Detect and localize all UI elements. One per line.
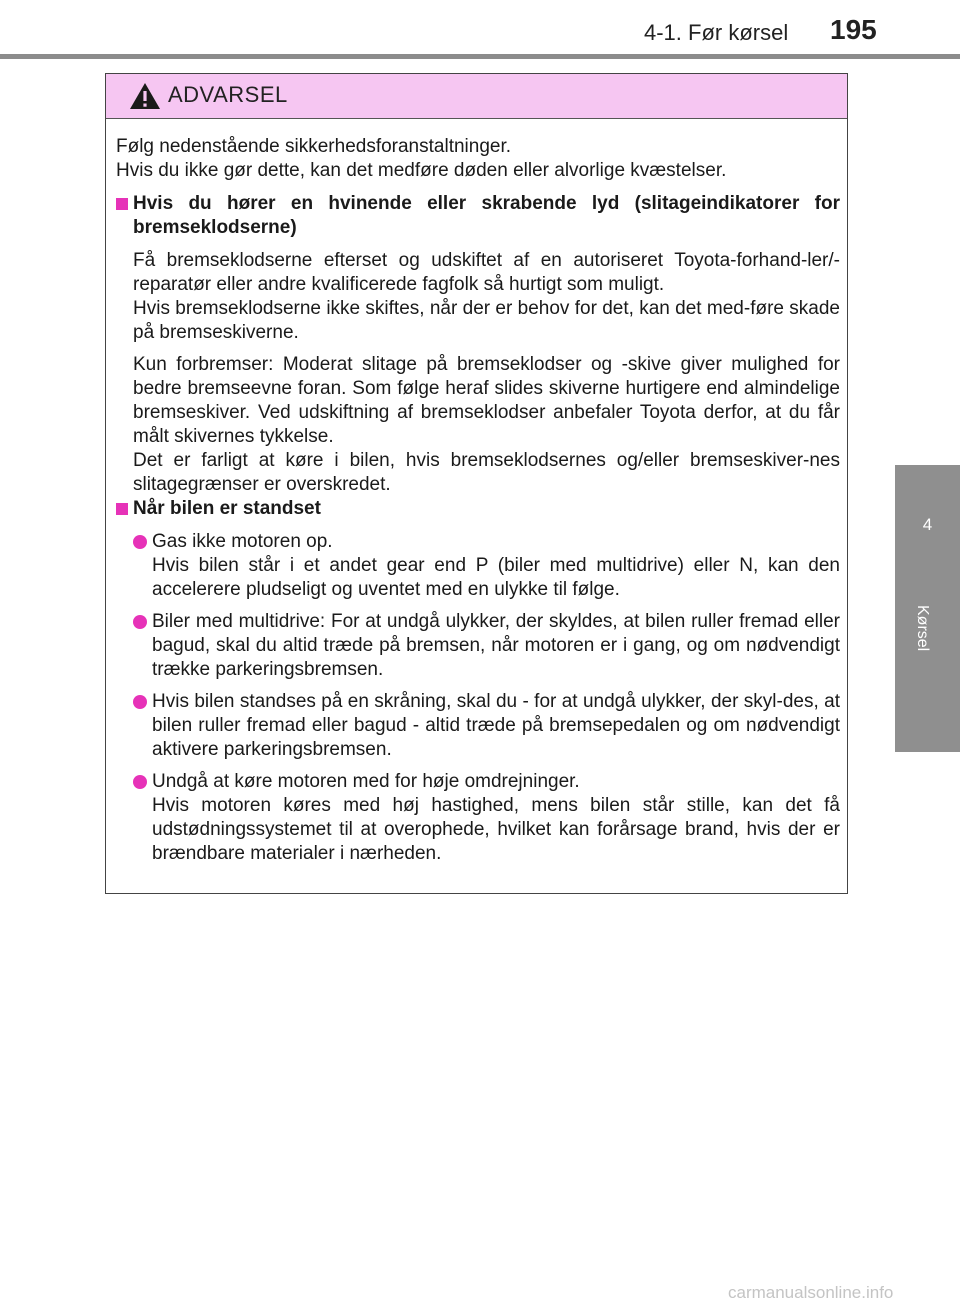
list-item: Undgå at køre motoren med for høje omdrejninger. Hvis motoren køres med høj hastighed, mens bilen står stille, kan det få udstødningssystemet til at overophede, hvilket kan forårsage brand, hvis der er brændbare materialer i nærheden. — [116, 770, 840, 866]
round-bullet-icon — [133, 775, 147, 789]
warning-triangle-icon — [128, 81, 162, 111]
square-bullet-icon — [116, 198, 128, 210]
paragraph: Kun forbremser: Moderat slitage på bremseklodser og -skive giver mulighed for bedre bremseevne foran. Som følge heraf slides skiverne hurtigere end almindelige bremseskiver. Ved udskiftning af bremseklodser anbefaler Toyota derfor, at du får målt skivernes tykkelse. — [133, 354, 840, 447]
chapter-label: Kørsel — [914, 605, 931, 652]
list-item: Hvis bilen standses på en skråning, skal du - for at undgå ulykker, der skyl-des, at bilen ruller fremad eller bagud - altid træde på bremsepedalen og om nødvendigt aktivere parkeringsbremsen. — [116, 690, 840, 762]
section-heading: Når bilen er standset — [116, 497, 840, 521]
page-number: 195 — [830, 14, 877, 45]
list-item: Gas ikke motoren op. Hvis bilen står i et andet gear end P (biler med multidrive) eller N, kan den accelerere pludseligt og uventet med en ulykke til følge. — [116, 530, 840, 602]
list-item: Biler med multidrive: For at undgå ulykker, der skyldes, at bilen ruller fremad eller bagud, skal du altid træde på bremsen, når motoren er i gang, og om nødvendigt trække parkeringsbremsen. — [116, 610, 840, 682]
square-bullet-icon — [116, 503, 128, 515]
chapter-number: 4 — [922, 515, 933, 534]
section-heading: Hvis du hører en hvinende eller skrabende lyd (slitageindikatorer for bremseklodserne) — [116, 192, 840, 240]
header-rule — [0, 54, 960, 59]
page-header — [0, 0, 960, 60]
warning-box — [105, 73, 848, 894]
watermark: carmanualsonline.info — [728, 1283, 894, 1302]
round-bullet-icon — [133, 615, 147, 629]
warning-body — [106, 119, 847, 866]
paragraph: Få bremseklodserne efterset og udskiftet af en autoriseret Toyota-forhand-ler/-reparatør eller andre kvalificerede fagfolk så hurtigt som muligt. Hvis bremseklodserne ikke skiftes, når der er behov for det, kan det med-føre skade på bremseskiverne. — [133, 250, 840, 343]
warning-header — [106, 74, 847, 119]
round-bullet-icon — [133, 695, 147, 709]
paragraph: Det er farligt at køre i bilen, hvis bremseklodsernes og/eller bremseskiver-nes slitagegrænser er overskredet. — [133, 450, 840, 495]
round-bullet-icon — [133, 535, 147, 549]
intro-line: Følg nedenstående sikkerhedsforanstaltninger. — [116, 136, 512, 157]
section-title: 4-1. Før kørsel — [644, 20, 789, 45]
warning-intro — [116, 135, 840, 183]
intro-line: Hvis du ikke gør dette, kan det medføre døden eller alvorlige kvæstelser. — [116, 160, 727, 181]
warning-title: ADVARSEL — [168, 82, 288, 107]
chapter-tab — [895, 465, 960, 752]
